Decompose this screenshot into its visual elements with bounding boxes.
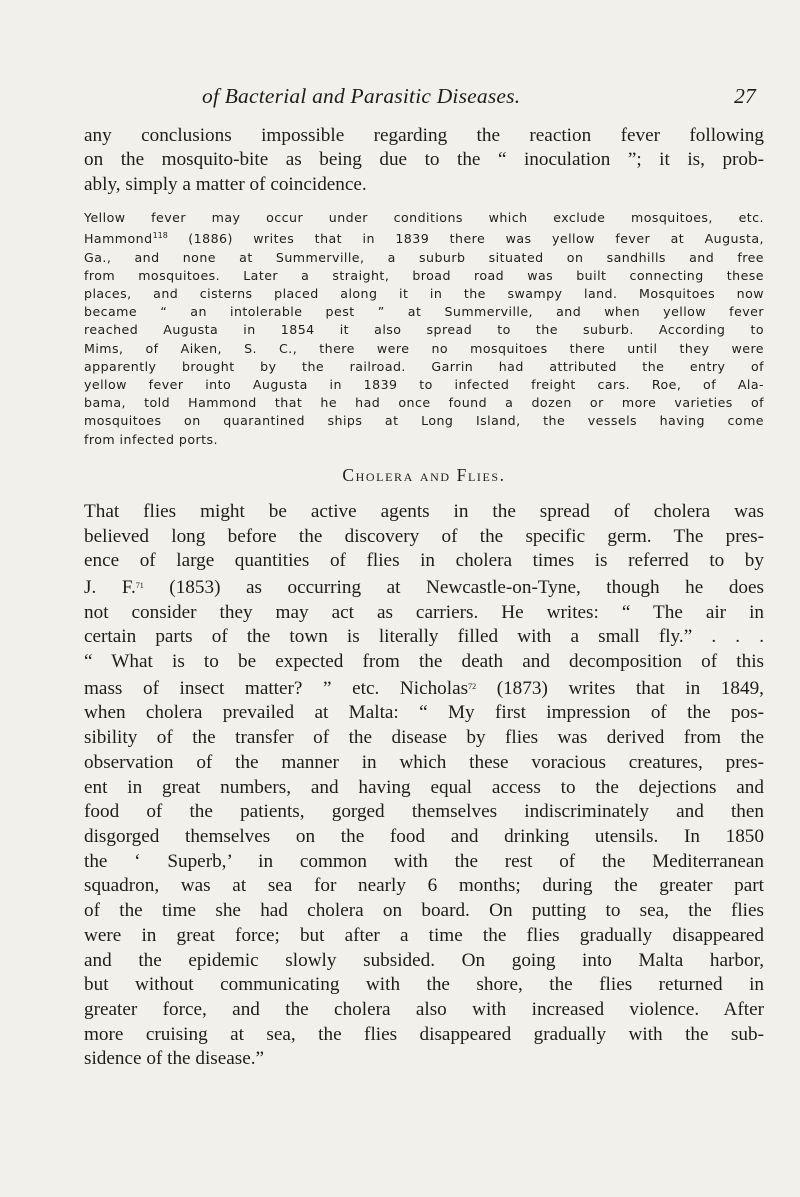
running-head xyxy=(84,82,760,116)
text-line: observation of the manner in which these voracious creatures, pres- xyxy=(84,751,764,773)
text-line: Mims, of Aiken, S. C., there were no mosquitoes there until they were xyxy=(84,340,764,356)
text-line: but without communicating with the shore, the flies returned in xyxy=(84,974,764,996)
section-heading: Cholera and Flies. xyxy=(342,464,506,485)
reference-superscript: 71 xyxy=(135,580,144,590)
text-line: Ga., and none at Summerville, a suburb situated on sandhills and free xyxy=(84,249,764,265)
text-line: any conclusions impossible regarding the reaction fever following xyxy=(84,125,764,146)
text-line: ent in great numbers, and having equal access to the dejections and xyxy=(84,776,764,798)
text-line: from mosquitoes. Later a straight, broad road was built connecting these xyxy=(84,267,764,283)
citation-author: J. F. xyxy=(84,576,136,598)
text-line: apparently brought by the railroad. Garrin had attributed the entry of xyxy=(84,358,764,374)
citation-text: (1873) writes that in 1849, xyxy=(476,677,764,699)
note-author: Hammond xyxy=(84,231,153,247)
text-line: and the epidemic slowly subsided. On going into Malta harbor, xyxy=(84,949,764,971)
note-text: (1886) writes that in 1839 there was yellow fever at Augusta, xyxy=(167,231,764,247)
yellow-fever-note xyxy=(84,209,764,449)
citation-author: mass of insect matter? ” etc. Nicholas xyxy=(84,677,469,699)
text-line: on the mosquito-bite as being due to the “ inoculation ”; it is, prob- xyxy=(84,149,764,171)
reference-superscript: 72 xyxy=(468,681,477,691)
reference-superscript: 118 xyxy=(152,231,168,241)
paragraph-continued xyxy=(84,124,764,197)
text-line: of the time she had cholera on board. On putting to sea, the flies xyxy=(84,900,764,922)
page-number: 27 xyxy=(734,84,756,108)
text-line: places, and cisterns placed along it in the swampy land. Mosquitoes now xyxy=(84,286,764,302)
text-line: bama, told Hammond that he had once found a dozen or more varieties of xyxy=(84,395,764,411)
text-line: disgorged themselves on the food and drinking utensils. In 1850 xyxy=(84,826,764,847)
text-line: squadron, was at sea for nearly 6 months; during the greater part xyxy=(84,875,764,897)
text-line: sidence of the disease.” xyxy=(84,1048,265,1070)
text-line: “ What is to be expected from the death and decomposition of this xyxy=(84,651,764,673)
text-line: yellow fever into Augusta in 1839 to infected freight cars. Roe, of Ala- xyxy=(84,377,764,393)
text-line xyxy=(84,227,764,248)
text-line: ence of large quantities of flies in cholera times is referred to by xyxy=(84,550,764,572)
text-line: Yellow fever may occur under conditions which exclude mosquitoes, etc. xyxy=(84,210,764,226)
text-line xyxy=(84,574,764,601)
text-line: mosquitoes on quarantined ships at Long Island, the vessels having come xyxy=(84,413,764,429)
text-line xyxy=(84,675,764,702)
citation-text: (1853) as occurring at Newcastle-on-Tyne, though he does xyxy=(143,576,764,598)
text-line: food of the patients, gorged themselves indiscriminately and then xyxy=(84,801,764,823)
running-head-title: of Bacterial and Parasitic Diseases. xyxy=(202,84,521,108)
text-line: greater force, and the cholera also with increased violence. After xyxy=(84,998,764,1020)
text-line: believed long before the discovery of the specific germ. The pres- xyxy=(84,525,764,547)
text-line: ably, simply a matter of coincidence. xyxy=(84,173,367,195)
text-line: sibility of the transfer of the disease by flies was derived from the xyxy=(84,727,764,749)
text-line: were in great force; but after a time the flies gradually disappeared xyxy=(84,924,764,946)
text-line: from infected ports. xyxy=(84,431,218,447)
text-line: not consider they may act as carriers. He writes: “ The air in xyxy=(84,601,764,623)
text-line: reached Augusta in 1854 it also spread to the suburb. According to xyxy=(84,322,764,338)
text-line: more cruising at sea, the flies disappeared gradually with the sub- xyxy=(84,1023,764,1045)
text-line: became “ an intolerable pest ” at Summerville, and when yellow fever xyxy=(84,304,764,320)
text-line: the ‘ Superb,’ in common with the rest of the Mediterranean xyxy=(84,850,764,872)
text-line: That flies might be active agents in the spread of cholera was xyxy=(84,500,764,522)
text-line: when cholera prevailed at Malta: “ My first impression of the pos- xyxy=(84,702,764,724)
text-line: certain parts of the town is literally filled with a small fly.” . . . xyxy=(84,626,764,648)
paragraph-cholera-flies xyxy=(84,500,764,1072)
